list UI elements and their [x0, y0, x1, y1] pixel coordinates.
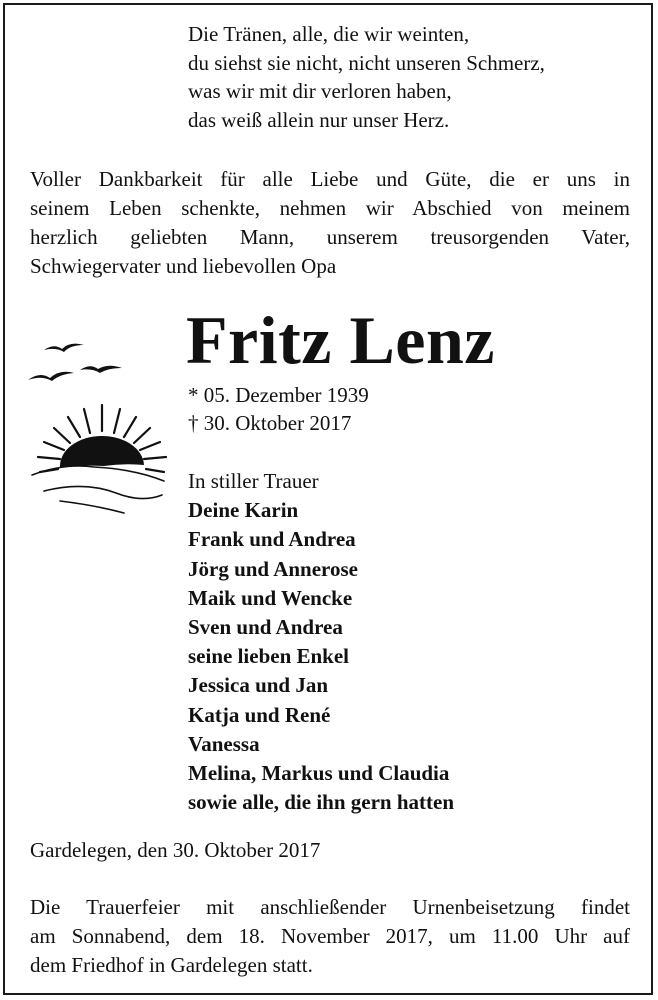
- funeral-info: [30, 893, 630, 980]
- deceased-name: Fritz Lenz: [186, 302, 495, 378]
- intro-text: [30, 165, 630, 281]
- mourner-name: Jessica und Jan: [188, 673, 329, 698]
- intro-line: Voller Dankbarkeit für alle Liebe und Güte, die er uns in: [30, 167, 630, 191]
- place-date: Gardelegen, den 30. Oktober 2017: [30, 838, 321, 862]
- funeral-line: am Sonnabend, dem 18. November 2017, um 11.00 Uhr auf: [30, 924, 630, 948]
- birth-date: * 05. Dezember 1939: [188, 383, 369, 407]
- mourner-name: Deine Karin: [188, 498, 299, 523]
- mourner-name: Sven und Andrea: [188, 615, 343, 640]
- mourner-name: seine lieben Enkel: [188, 644, 350, 669]
- mourner-name: Jörg und Annerose: [188, 556, 358, 581]
- mourner-name: Frank und Andrea: [188, 527, 356, 552]
- birds-sunset-icon: [24, 335, 174, 520]
- funeral-line: dem Friedhof in Gardelegen statt.: [30, 953, 313, 977]
- mourner-name: Maik und Wencke: [188, 585, 353, 610]
- poem-line: du siehst sie nicht, nicht unseren Schmerz,: [188, 50, 545, 75]
- intro-line: seinem Leben schenkte, nehmen wir Abschied von meinem: [30, 196, 630, 220]
- intro-line: Schwiegervater und liebevollen Opa: [30, 254, 337, 278]
- poem-line: was wir mit dir verloren haben,: [188, 79, 452, 103]
- poem: [188, 20, 545, 134]
- funeral-line: Die Trauerfeier mit anschließender Urnenbeisetzung findet: [30, 895, 630, 919]
- mourner-name: Melina, Markus und Claudia: [188, 761, 450, 786]
- mourner-name: Katja und René: [188, 702, 331, 727]
- life-dates: [188, 381, 369, 437]
- mourner-name: sowie alle, die ihn gern hatten: [188, 790, 454, 815]
- poem-line: Die Tränen, alle, die wir weinten,: [188, 22, 470, 46]
- mourners-list: [188, 467, 454, 817]
- poem-line: das weiß allein nur unser Herz.: [188, 107, 450, 132]
- intro-line: herzlich geliebten Mann, unserem treusorgenden Vater,: [30, 225, 630, 249]
- mourner-name: Vanessa: [188, 731, 260, 756]
- mourners-intro: In stiller Trauer: [188, 469, 319, 493]
- death-date: † 30. Oktober 2017: [188, 411, 352, 435]
